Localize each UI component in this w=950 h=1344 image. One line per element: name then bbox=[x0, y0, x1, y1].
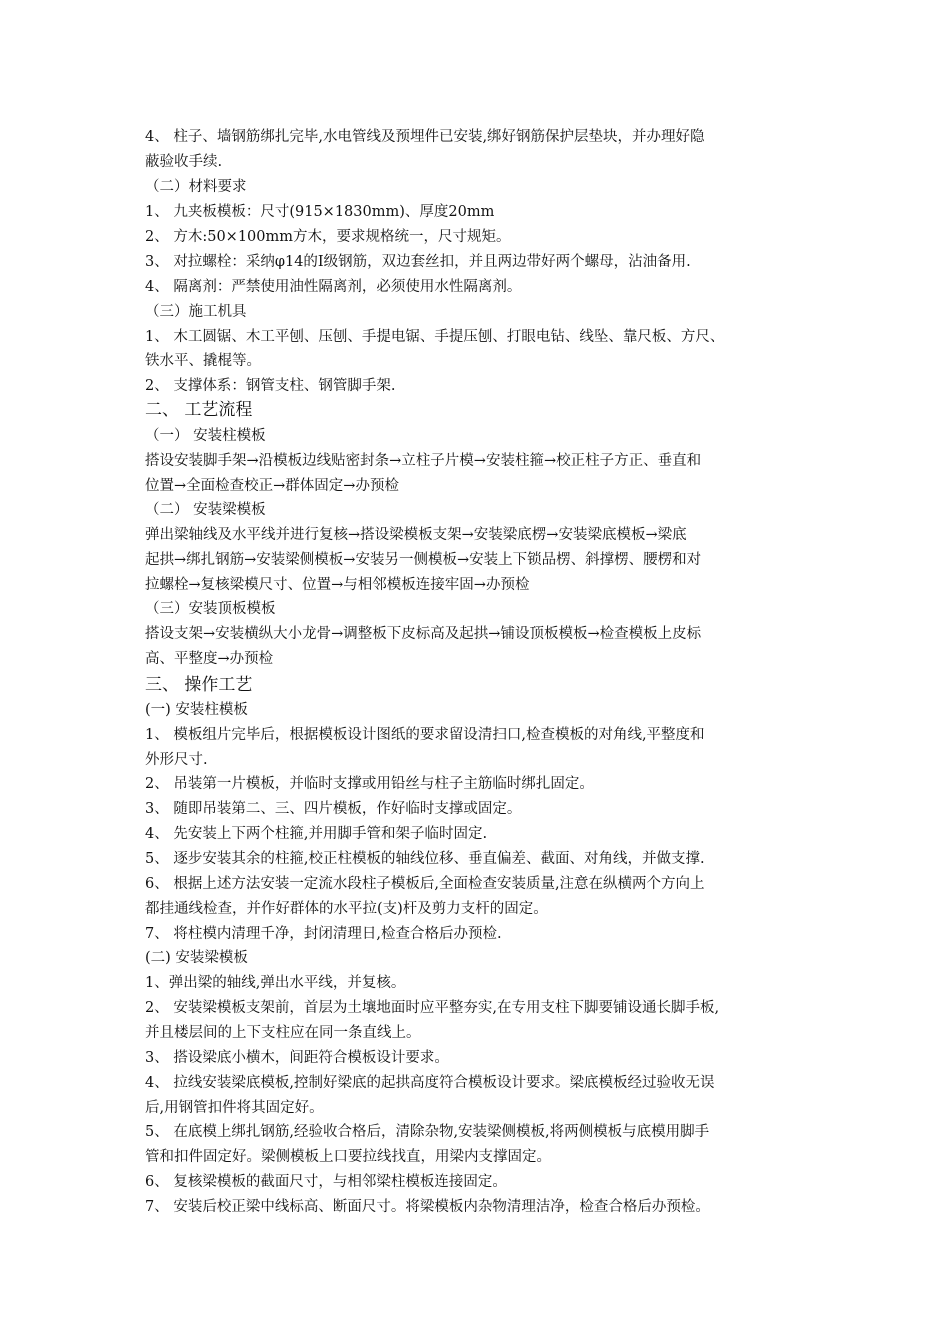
text-line: 1、 模板组片完毕后，根据模板设计图纸的要求留设清扫口,检查模板的对角线,平整度和 bbox=[145, 727, 705, 743]
text-line: (二) 安装梁模板 bbox=[145, 950, 248, 966]
text-line: 搭设支架→安装横纵大小龙骨→调整板下皮标高及起拱→铺设顶板模板→检查模板上皮标 bbox=[145, 626, 702, 642]
text-line: 2、 方木:50×100mm方木，要求规格统一，尺寸规矩。 bbox=[145, 229, 511, 245]
section-heading: 三、 操作工艺 bbox=[145, 675, 253, 695]
text-line: 3、 搭设梁底小横木，间距符合模板设计要求。 bbox=[145, 1050, 449, 1066]
text-line: 起拱→绑扎钢筋→安装梁侧模板→安装另一侧模板→安装上下锁品楞、斜撑楞、腰楞和对 bbox=[145, 552, 702, 568]
text-line: 1、 九夹板模板：尺寸(915×1830mm)、厚度20mm bbox=[145, 204, 495, 220]
text-line: 3、 随即吊装第二、三、四片模板，作好临时支撑或固定。 bbox=[145, 801, 522, 817]
text-line: 7、 安装后校正梁中线标高、断面尺寸。将梁模板内杂物清理洁净，检查合格后办预检。 bbox=[145, 1199, 710, 1215]
text-line: 后,用钢管扣件将其固定好。 bbox=[145, 1100, 324, 1116]
text-line: 外形尺寸. bbox=[145, 752, 208, 768]
text-line: （二）材料要求 bbox=[145, 179, 247, 195]
text-line: 3、 对拉螺栓：采纳φ14的Ⅰ级钢筋，双边套丝扣，并且两边带好两个螺母，沾油备用. bbox=[145, 254, 691, 270]
text-line: 6、 复核梁模板的截面尺寸，与相邻梁柱模板连接固定。 bbox=[145, 1174, 507, 1190]
text-line: 7、 将柱模内清理千净，封闭清理日,检查合格后办预检. bbox=[145, 926, 502, 942]
text-line: 1、弹出梁的轴线,弹出水平线，并复核。 bbox=[145, 975, 406, 991]
text-line: 5、 在底模上绑扎钢筋,经验收合格后，清除杂物,安装梁侧模板,将两侧模板与底模用脚手 bbox=[145, 1124, 710, 1140]
text-line: （三）施工机具 bbox=[145, 304, 247, 320]
text-line: 铁水平、撬棍等。 bbox=[145, 353, 261, 369]
text-line: 都挂通线检查，并作好群体的水平拉(支)杆及剪力支杆的固定。 bbox=[145, 901, 548, 917]
text-line: 2、 安装梁模板支架前，首层为土壤地面时应平整夯实,在专用支柱下脚要铺设通长脚手板, bbox=[145, 1000, 720, 1016]
text-line: 4、 拉线安装梁底模板,控制好梁底的起拱高度符合模板设计要求。梁底模板经过验收无误 bbox=[145, 1075, 715, 1091]
text-line: （三）安装顶板模板 bbox=[145, 601, 276, 617]
text-line: (一) 安装柱模板 bbox=[145, 702, 248, 718]
text-line: 搭设安装脚手架→沿模板边线贴密封条→立柱子片模→安装柱箍→校正柱子方正、垂直和 bbox=[145, 453, 702, 469]
text-line: 2、 吊装第一片模板，并临时支撑或用铅丝与柱子主筋临时绑扎固定。 bbox=[145, 776, 594, 792]
text-line: （一） 安装柱模板 bbox=[145, 428, 266, 444]
text-line: 高、平整度→办预检 bbox=[145, 651, 274, 667]
text-line: 4、 先安装上下两个柱箍,并用脚手管和架子临时固定. bbox=[145, 826, 488, 842]
text-line: 管和扣件固定好。梁侧模板上口要拉线找直，用梁内支撑固定。 bbox=[145, 1149, 551, 1165]
text-line: 4、 柱子、墙钢筋绑扎完毕,水电管线及预埋件已安装,绑好钢筋保护层垫块，并办理好隐 bbox=[145, 129, 705, 145]
text-line: 弹出梁轴线及水平线并进行复核→搭设梁模板支架→安装梁底楞→安装梁底模板→梁底 bbox=[145, 527, 687, 543]
text-line: 并且楼层间的上下支柱应在同一条直线上。 bbox=[145, 1025, 421, 1041]
text-line: 5、 逐步安装其余的柱箍,校正柱模板的轴线位移、垂直偏差、截面、对角线，并做支撑. bbox=[145, 851, 705, 867]
text-line: 蔽验收手续. bbox=[145, 154, 223, 170]
text-line: 2、 支撑体系：钢管支柱、钢管脚手架. bbox=[145, 378, 396, 394]
text-line: 6、 根据上述方法安装一定流水段柱子模板后,全面检查安装质量,注意在纵横两个方向上 bbox=[145, 876, 705, 892]
text-line: 拉螺栓→复核梁模尺寸、位置→与相邻模板连接牢固→办预检 bbox=[145, 577, 530, 593]
text-line: （二） 安装梁模板 bbox=[145, 502, 266, 518]
text-line: 1、 木工圆锯、木工平刨、压刨、手提电锯、手提压刨、打眼电钻、线坠、靠尺板、方尺、 bbox=[145, 329, 725, 345]
section-heading: 二、 工艺流程 bbox=[145, 400, 253, 420]
text-line: 4、 隔离剂：严禁使用油性隔离剂，必须使用水性隔离剂。 bbox=[145, 279, 522, 295]
text-line: 位置→全面检查校正→群体固定→办预检 bbox=[145, 478, 399, 494]
